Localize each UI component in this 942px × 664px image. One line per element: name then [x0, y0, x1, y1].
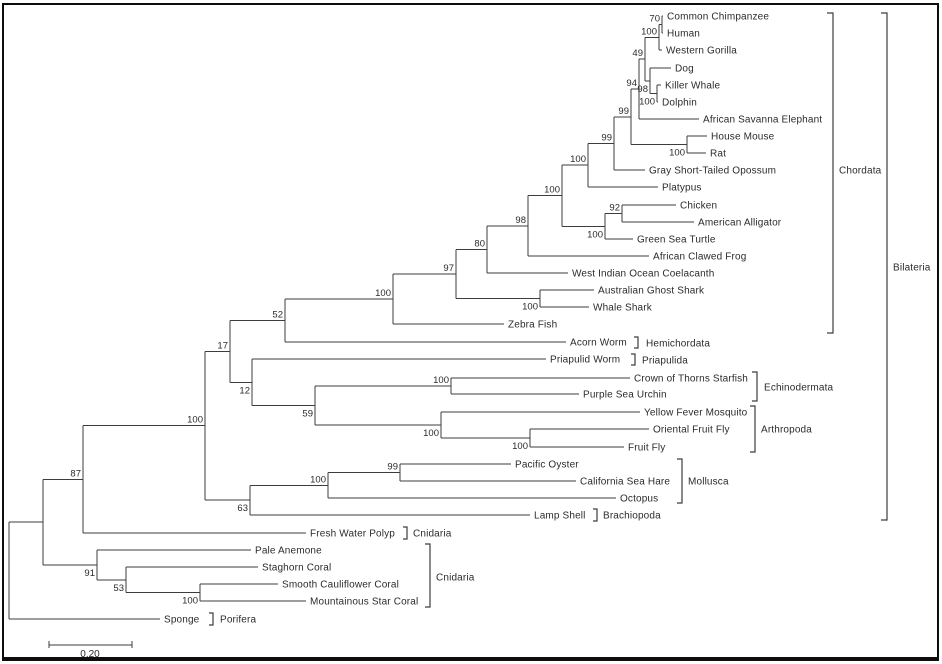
bootstrap-support-value: 12 — [239, 385, 250, 397]
bootstrap-support-value: 100 — [587, 229, 603, 241]
taxon-label-pale-anemone: Pale Anemone — [255, 545, 322, 557]
clade-label-cnidaria: Cnidaria — [436, 572, 475, 584]
bootstrap-support-value: 87 — [70, 468, 81, 480]
clade-label-chordata: Chordata — [839, 165, 882, 177]
bootstrap-support-value: 91 — [84, 567, 95, 579]
taxon-label-platypus: Platypus — [662, 182, 702, 194]
clade-label-porifera: Porifera — [220, 614, 257, 626]
taxon-label-acorn-worm: Acorn Worm — [570, 337, 627, 349]
bootstrap-support-value: 100 — [512, 441, 528, 452]
taxon-label-gray-short-tailed-opossum: Gray Short-Tailed Opossum — [649, 165, 777, 177]
bootstrap-support-value: 17 — [217, 340, 228, 352]
taxon-label-dog: Dog — [675, 63, 694, 75]
clade-bracket-mollusca — [677, 459, 682, 503]
bootstrap-support-value: 100 — [669, 147, 685, 159]
bootstrap-support-value: 98 — [515, 214, 526, 226]
taxon-label-whale-shark: Whale Shark — [593, 302, 652, 314]
taxon-label-smooth-cauliflower-coral: Smooth Cauliflower Coral — [282, 579, 399, 591]
taxon-label-fresh-water-polyp: Fresh Water Polyp — [310, 528, 395, 540]
taxon-label-african-clawed-frog: African Clawed Frog — [653, 251, 747, 263]
bootstrap-support-value: 80 — [474, 238, 485, 250]
clade-bracket-bilateria — [881, 13, 887, 520]
bootstrap-support-value: 100 — [544, 184, 560, 196]
taxon-label-african-savanna-elephant: African Savanna Elephant — [703, 114, 823, 126]
taxon-label-pacific-oyster: Pacific Oyster — [515, 459, 579, 471]
taxon-label-california-sea-hare: California Sea Hare — [580, 476, 671, 488]
bootstrap-support-value: 53 — [113, 582, 124, 594]
taxon-label-yellow-fever-mosquito: Yellow Fever Mosquito — [644, 407, 748, 419]
taxon-label-zebra-fish: Zebra Fish — [508, 319, 558, 331]
taxon-label-mountainous-star-coral: Mountainous Star Coral — [310, 596, 419, 608]
bootstrap-support-value: 100 — [187, 414, 203, 426]
clade-bracket-hemichordata — [634, 337, 638, 348]
clade-bracket-brachiopoda — [593, 509, 597, 521]
taxon-label-oriental-fruit-fly: Oriental Fruit Fly — [653, 424, 730, 436]
bootstrap-support-value: 59 — [302, 408, 313, 420]
bootstrap-support-value: 100 — [433, 375, 449, 386]
bootstrap-support-value: 98 — [637, 83, 648, 95]
taxon-label-rat: Rat — [710, 148, 727, 160]
taxon-label-common-chimpanzee: Common Chimpanzee — [667, 11, 770, 23]
taxon-label-purple-sea-urchin: Purple Sea Urchin — [583, 389, 667, 401]
clade-bracket-chordata — [827, 13, 833, 333]
clade-label-bilateria: Bilateria — [893, 262, 931, 274]
bootstrap-support-value: 100 — [375, 287, 391, 299]
scale-bar-label: 0.20 — [80, 649, 100, 660]
bootstrap-support-value: 100 — [639, 96, 655, 108]
bootstrap-support-value: 100 — [182, 595, 198, 607]
bootstrap-support-value: 99 — [387, 461, 398, 473]
taxon-label-fruit-fly: Fruit Fly — [628, 442, 666, 454]
taxon-label-house-mouse: House Mouse — [711, 131, 775, 143]
bootstrap-support-value: 99 — [618, 105, 629, 117]
clade-label-mollusca: Mollusca — [688, 476, 729, 488]
taxon-label-sponge: Sponge — [164, 614, 200, 626]
bootstrap-support-value: 100 — [310, 474, 326, 486]
taxon-label-american-alligator: American Alligator — [698, 217, 782, 229]
bootstrap-support-value: 49 — [632, 48, 643, 59]
taxon-label-crown-of-thorns-starfish: Crown of Thorns Starfish — [634, 373, 749, 385]
bootstrap-support-value: 63 — [237, 503, 248, 515]
clade-label-brachiopoda: Brachiopoda — [603, 510, 661, 522]
bootstrap-support-value: 52 — [272, 309, 283, 321]
bootstrap-support-value: 100 — [570, 154, 586, 166]
taxon-label-west-indian-ocean-coelacanth: West Indian Ocean Coelacanth — [572, 268, 715, 280]
clade-bracket-priapulida — [631, 354, 635, 365]
clade-label-cnidaria: Cnidaria — [413, 528, 452, 540]
bootstrap-support-value: 94 — [626, 78, 637, 89]
taxon-label-staghorn-coral: Staghorn Coral — [262, 562, 332, 574]
bootstrap-support-value: 100 — [423, 428, 439, 439]
bootstrap-support-value: 99 — [601, 132, 612, 144]
clade-bracket-arthropoda — [750, 406, 755, 452]
bootstrap-support-value: 100 — [641, 26, 657, 38]
taxon-label-priapulid-worm: Priapulid Worm — [550, 354, 621, 366]
clade-label-arthropoda: Arthropoda — [761, 424, 812, 436]
clade-bracket-cnidaria — [403, 527, 407, 539]
clade-bracket-echinodermata — [752, 372, 757, 401]
taxon-label-killer-whale: Killer Whale — [665, 80, 721, 92]
taxon-label-green-sea-turtle: Green Sea Turtle — [637, 234, 716, 246]
taxon-label-lamp-shell: Lamp Shell — [534, 510, 586, 522]
taxon-label-octopus: Octopus — [620, 493, 659, 505]
taxon-label-western-gorilla: Western Gorilla — [666, 45, 737, 57]
clade-label-echinodermata: Echinodermata — [764, 382, 834, 394]
clade-label-hemichordata: Hemichordata — [646, 338, 711, 350]
bootstrap-support-value: 70 — [649, 13, 660, 25]
clade-label-priapulida: Priapulida — [642, 355, 688, 367]
taxon-label-australian-ghost-shark: Australian Ghost Shark — [598, 285, 705, 297]
taxon-label-human: Human — [667, 28, 700, 40]
taxon-label-chicken: Chicken — [680, 200, 718, 212]
bootstrap-support-value: 97 — [443, 262, 454, 274]
clade-bracket-cnidaria — [425, 544, 430, 607]
clade-bracket-porifera — [209, 613, 213, 625]
taxon-label-dolphin: Dolphin — [662, 97, 697, 109]
bootstrap-support-value: 100 — [522, 301, 538, 313]
bootstrap-support-value: 92 — [609, 202, 620, 214]
